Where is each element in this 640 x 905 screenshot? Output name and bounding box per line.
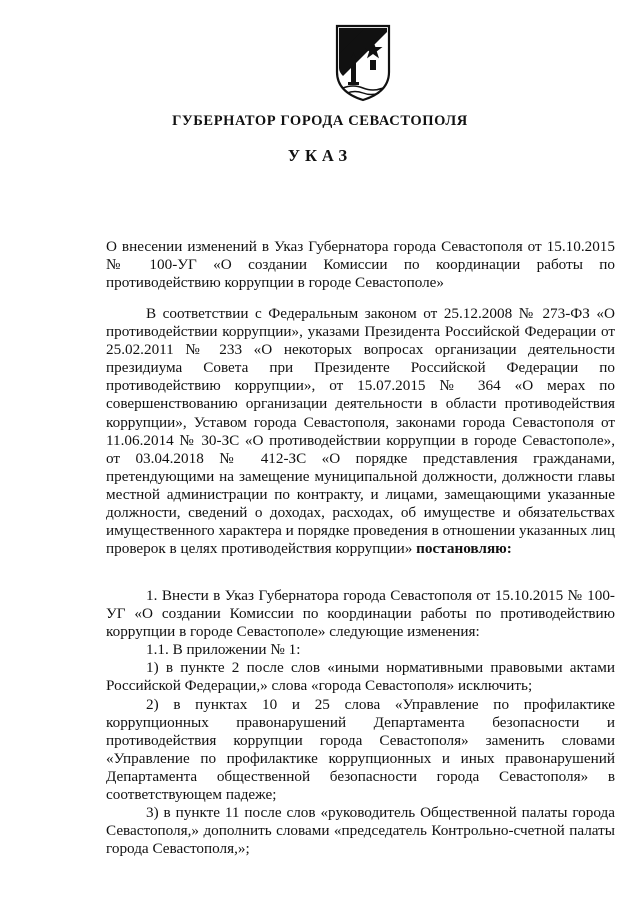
decree-subject bbox=[106, 238, 615, 292]
sub-item-3: 3) в пункте 11 после слов «руководитель Общественной палаты города Севастополя,» дополнить словами «председатель Контрольно-счетной палаты города Севастополя,»; bbox=[106, 804, 615, 858]
preamble-paragraph bbox=[106, 305, 615, 558]
coat-of-arms-icon bbox=[333, 22, 393, 102]
resolution-word: постановляю: bbox=[416, 540, 512, 558]
preamble-text: В соответствии с Федеральным законом от 25.12.2008 № 273-ФЗ «О противодействии коррупции», указами Президента Российской Федерации от 25.02.2011 № 233 «О некоторых вопросах организации деятельности президиума Совета при Президенте Российской Федерации по противодействию коррупции», от 15.07.2015 № 364 «О мерах по совершенствованию организации деятельности в области противодействия коррупции», Уставом города Севастополя, законами города Севастополя от 11.06.2014 № 30-ЗС «О противодействии коррупции в городе Севастополе», от 03.04.2018 № 412-ЗС «О порядке представления гражданами, претендующими на замещение муниципальной должности, должности главы местной администрации по контракту, и лицами, замещающими указанные должности, сведений о доходах, расходах, об имуществе и обязательствах имущественного характера и порядке проведения в отношении указанных лиц проверок в целях противодействия коррупции» bbox=[106, 305, 615, 558]
sub-item-1: 1) в пункте 2 после слов «иными нормативными правовыми актами Российской Федерации,» слова «города Севастополя» исключить; bbox=[106, 659, 615, 695]
issuing-authority: ГУБЕРНАТОР ГОРОДА СЕВАСТОПОЛЯ bbox=[172, 113, 468, 129]
preamble bbox=[106, 305, 615, 558]
sub-item-2: 2) в пунктах 10 и 25 слова «Управление по профилактике коррупционных правонарушений Департамента безопасности и противодействия коррупции города Севастополя» заменить словами «Управление по профилактике коррупционных и иных правонарушений Департамента общественной безопасности города Севастополя» в соответствующем падеже; bbox=[106, 695, 615, 804]
item-1: 1. Внести в Указ Губернатора города Севастополя от 15.10.2015 № 100-УГ «О создании Комиссии по координации работы по противодействию коррупции в городе Севастополе» следующие изменения: bbox=[106, 587, 615, 641]
subject-text: О внесении изменений в Указ Губернатора города Севастополя от 15.10.2015 № 100-УГ «О создании Комиссии по координации работы по противодействию коррупции в городе Севастополе» bbox=[106, 238, 615, 292]
item-1-1: 1.1. В приложении № 1: bbox=[146, 641, 301, 659]
document-type-title: УКАЗ bbox=[287, 146, 353, 165]
decree-items bbox=[106, 587, 615, 858]
